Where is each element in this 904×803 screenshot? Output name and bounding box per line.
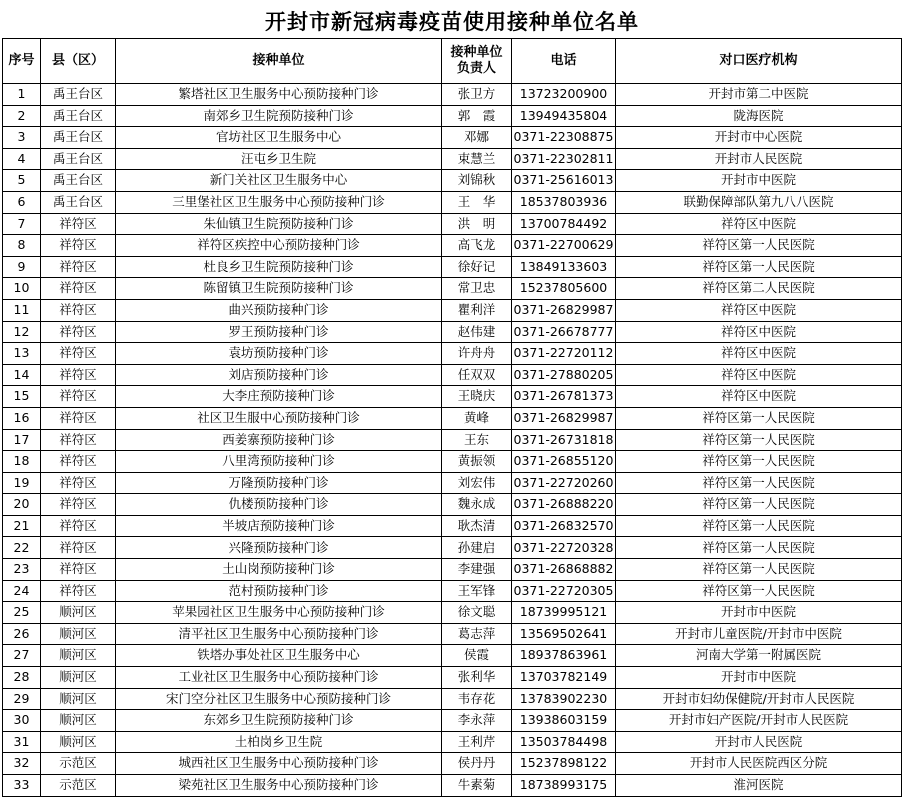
- cell-seq: 13: [3, 343, 41, 365]
- cell-phone: 0371-22308875: [512, 127, 616, 149]
- cell-county: 祥符区: [41, 494, 116, 516]
- cell-seq: 9: [3, 256, 41, 278]
- cell-seq: 29: [3, 688, 41, 710]
- cell-phone: 0371-26781373: [512, 386, 616, 408]
- table-row: [3, 429, 902, 451]
- cell-hospital: 祥符区第一人民医院: [616, 256, 902, 278]
- cell-phone: 13569502641: [512, 623, 616, 645]
- table-row: [3, 602, 902, 624]
- cell-seq: 31: [3, 731, 41, 753]
- table-row: [3, 407, 902, 429]
- table-row: [3, 299, 902, 321]
- header-county: 县（区）: [41, 39, 116, 84]
- cell-seq: 16: [3, 407, 41, 429]
- cell-phone: 13949435804: [512, 105, 616, 127]
- cell-hospital: 开封市人民医院: [616, 148, 902, 170]
- cell-leader: 侯霞: [442, 645, 512, 667]
- cell-county: 祥符区: [41, 472, 116, 494]
- cell-hospital: 祥符区第一人民医院: [616, 407, 902, 429]
- cell-county: 祥符区: [41, 256, 116, 278]
- cell-leader: 徐文聪: [442, 602, 512, 624]
- cell-unit: 清平社区卫生服务中心预防接种门诊: [116, 623, 442, 645]
- cell-leader: 洪 明: [442, 213, 512, 235]
- cell-unit: 祥符区疾控中心预防接种门诊: [116, 235, 442, 257]
- cell-leader: 李建强: [442, 559, 512, 581]
- cell-unit: 繁塔社区卫生服务中心预防接种门诊: [116, 84, 442, 106]
- table-row: [3, 213, 902, 235]
- cell-hospital: 祥符区第一人民医院: [616, 580, 902, 602]
- cell-seq: 23: [3, 559, 41, 581]
- cell-unit: 工业社区卫生服务中心预防接种门诊: [116, 667, 442, 689]
- cell-hospital: 祥符区第一人民医院: [616, 235, 902, 257]
- cell-county: 顺河区: [41, 602, 116, 624]
- cell-hospital: 祥符区第一人民医院: [616, 537, 902, 559]
- cell-seq: 32: [3, 753, 41, 775]
- cell-hospital: 淮河医院: [616, 775, 902, 797]
- table-row: [3, 710, 902, 732]
- cell-phone: 13703782149: [512, 667, 616, 689]
- table-row: [3, 235, 902, 257]
- cell-county: 祥符区: [41, 213, 116, 235]
- cell-phone: 0371-22720328: [512, 537, 616, 559]
- cell-hospital: 开封市人民医院西区分院: [616, 753, 902, 775]
- cell-phone: 0371-26731818: [512, 429, 616, 451]
- cell-leader: 侯丹丹: [442, 753, 512, 775]
- cell-phone: 0371-26829987: [512, 299, 616, 321]
- cell-leader: 黄振领: [442, 451, 512, 473]
- header-leader-line1: 接种单位: [450, 45, 503, 60]
- cell-unit: 新门关社区卫生服务中心: [116, 170, 442, 192]
- cell-leader: 王军锋: [442, 580, 512, 602]
- header-seq: 序号: [3, 39, 41, 84]
- cell-phone: 0371-26829987: [512, 407, 616, 429]
- cell-seq: 20: [3, 494, 41, 516]
- cell-county: 示范区: [41, 775, 116, 797]
- cell-seq: 22: [3, 537, 41, 559]
- cell-seq: 8: [3, 235, 41, 257]
- cell-seq: 33: [3, 775, 41, 797]
- cell-unit: 朱仙镇卫生院预防接种门诊: [116, 213, 442, 235]
- cell-county: 禹王台区: [41, 148, 116, 170]
- cell-hospital: 祥符区第一人民医院: [616, 494, 902, 516]
- cell-seq: 1: [3, 84, 41, 106]
- cell-leader: 王利芹: [442, 731, 512, 753]
- cell-county: 禹王台区: [41, 191, 116, 213]
- cell-county: 祥符区: [41, 580, 116, 602]
- cell-unit: 西姜寨预防接种门诊: [116, 429, 442, 451]
- cell-county: 禹王台区: [41, 170, 116, 192]
- cell-seq: 12: [3, 321, 41, 343]
- cell-hospital: 开封市儿童医院/开封市中医院: [616, 623, 902, 645]
- header-leader: [442, 39, 512, 84]
- cell-leader: 赵伟建: [442, 321, 512, 343]
- cell-hospital: 联勤保障部队第九八八医院: [616, 191, 902, 213]
- cell-phone: 15237805600: [512, 278, 616, 300]
- table-row: [3, 343, 902, 365]
- cell-leader: 牛素菊: [442, 775, 512, 797]
- table-header-row: [3, 39, 902, 84]
- cell-county: 禹王台区: [41, 127, 116, 149]
- table-row: [3, 472, 902, 494]
- table-row: [3, 580, 902, 602]
- table-row: [3, 256, 902, 278]
- header-hospital: 对口医疗机构: [616, 39, 902, 84]
- cell-county: 祥符区: [41, 429, 116, 451]
- cell-leader: 许舟舟: [442, 343, 512, 365]
- cell-seq: 3: [3, 127, 41, 149]
- cell-unit: 半坡店预防接种门诊: [116, 515, 442, 537]
- cell-unit: 仇楼预防接种门诊: [116, 494, 442, 516]
- cell-leader: 瞿利洋: [442, 299, 512, 321]
- cell-hospital: 开封市中医院: [616, 667, 902, 689]
- cell-seq: 27: [3, 645, 41, 667]
- cell-hospital: 祥符区第一人民医院: [616, 559, 902, 581]
- table-row: [3, 515, 902, 537]
- cell-county: 祥符区: [41, 299, 116, 321]
- cell-hospital: 开封市中心医院: [616, 127, 902, 149]
- cell-leader: 张利华: [442, 667, 512, 689]
- table-row: [3, 127, 902, 149]
- cell-unit: 苹果园社区卫生服务中心预防接种门诊: [116, 602, 442, 624]
- cell-leader: 徐好记: [442, 256, 512, 278]
- cell-seq: 15: [3, 386, 41, 408]
- cell-seq: 4: [3, 148, 41, 170]
- table-row: [3, 753, 902, 775]
- cell-leader: 耿杰清: [442, 515, 512, 537]
- header-leader-line2: 负责人: [456, 61, 496, 76]
- cell-unit: 范村预防接种门诊: [116, 580, 442, 602]
- cell-unit: 梁苑社区卫生服务中心预防接种门诊: [116, 775, 442, 797]
- cell-seq: 28: [3, 667, 41, 689]
- header-phone: 电话: [512, 39, 616, 84]
- cell-leader: 高飞龙: [442, 235, 512, 257]
- cell-leader: 邓娜: [442, 127, 512, 149]
- cell-seq: 21: [3, 515, 41, 537]
- cell-hospital: 祥符区第一人民医院: [616, 429, 902, 451]
- cell-leader: 黄峰: [442, 407, 512, 429]
- cell-phone: 0371-22720260: [512, 472, 616, 494]
- cell-phone: 13849133603: [512, 256, 616, 278]
- table-row: [3, 364, 902, 386]
- cell-phone: 0371-22700629: [512, 235, 616, 257]
- cell-seq: 18: [3, 451, 41, 473]
- cell-unit: 陈留镇卫生院预防接种门诊: [116, 278, 442, 300]
- document-title: 开封市新冠病毒疫苗使用接种单位名单: [265, 9, 639, 34]
- cell-phone: 0371-26868882: [512, 559, 616, 581]
- table-row: [3, 451, 902, 473]
- cell-unit: 宋门空分社区卫生服务中心预防接种门诊: [116, 688, 442, 710]
- table-row: [3, 386, 902, 408]
- cell-county: 禹王台区: [41, 84, 116, 106]
- cell-seq: 5: [3, 170, 41, 192]
- table-row: [3, 321, 902, 343]
- cell-hospital: 开封市人民医院: [616, 731, 902, 753]
- cell-unit: 铁塔办事处社区卫生服务中心: [116, 645, 442, 667]
- cell-seq: 17: [3, 429, 41, 451]
- cell-phone: 18739995121: [512, 602, 616, 624]
- table-row: [3, 494, 902, 516]
- cell-unit: 万隆预防接种门诊: [116, 472, 442, 494]
- cell-phone: 0371-26832570: [512, 515, 616, 537]
- cell-county: 祥符区: [41, 559, 116, 581]
- cell-leader: 王 华: [442, 191, 512, 213]
- cell-unit: 土山岗预防接种门诊: [116, 559, 442, 581]
- cell-county: 顺河区: [41, 688, 116, 710]
- cell-leader: 任双双: [442, 364, 512, 386]
- cell-seq: 11: [3, 299, 41, 321]
- cell-hospital: 陇海医院: [616, 105, 902, 127]
- cell-leader: 孙建启: [442, 537, 512, 559]
- cell-county: 顺河区: [41, 731, 116, 753]
- cell-hospital: 祥符区中医院: [616, 386, 902, 408]
- cell-seq: 26: [3, 623, 41, 645]
- header-unit: 接种单位: [116, 39, 442, 84]
- cell-unit: 杜良乡卫生院预防接种门诊: [116, 256, 442, 278]
- cell-hospital: 开封市妇幼保健院/开封市人民医院: [616, 688, 902, 710]
- cell-leader: 李永萍: [442, 710, 512, 732]
- table-row: [3, 559, 902, 581]
- table-row: [3, 623, 902, 645]
- cell-phone: 13783902230: [512, 688, 616, 710]
- cell-phone: 13503784498: [512, 731, 616, 753]
- cell-phone: 18738993175: [512, 775, 616, 797]
- cell-leader: 王东: [442, 429, 512, 451]
- cell-unit: 东郊乡卫生院预防接种门诊: [116, 710, 442, 732]
- cell-county: 顺河区: [41, 645, 116, 667]
- cell-county: 顺河区: [41, 623, 116, 645]
- cell-hospital: 祥符区第二人民医院: [616, 278, 902, 300]
- cell-county: 祥符区: [41, 451, 116, 473]
- cell-hospital: 开封市中医院: [616, 602, 902, 624]
- cell-hospital: 祥符区中医院: [616, 299, 902, 321]
- cell-hospital: 祥符区中医院: [616, 343, 902, 365]
- cell-hospital: 祥符区中医院: [616, 213, 902, 235]
- table-row: [3, 170, 902, 192]
- table-row: [3, 667, 902, 689]
- cell-seq: 24: [3, 580, 41, 602]
- cell-phone: 0371-25616013: [512, 170, 616, 192]
- cell-phone: 0371-26678777: [512, 321, 616, 343]
- cell-hospital: 开封市妇产医院/开封市人民医院: [616, 710, 902, 732]
- cell-leader: 郭 霞: [442, 105, 512, 127]
- cell-phone: 13938603159: [512, 710, 616, 732]
- cell-phone: 0371-27880205: [512, 364, 616, 386]
- cell-unit: 汪屯乡卫生院: [116, 148, 442, 170]
- vaccination-units-table: [2, 38, 902, 797]
- cell-unit: 城西社区卫生服务中心预防接种门诊: [116, 753, 442, 775]
- table-row: [3, 278, 902, 300]
- cell-county: 祥符区: [41, 537, 116, 559]
- cell-phone: 13700784492: [512, 213, 616, 235]
- cell-seq: 6: [3, 191, 41, 213]
- cell-county: 祥符区: [41, 515, 116, 537]
- cell-leader: 王晓庆: [442, 386, 512, 408]
- cell-county: 顺河区: [41, 710, 116, 732]
- cell-unit: 刘店预防接种门诊: [116, 364, 442, 386]
- cell-phone: 0371-22720305: [512, 580, 616, 602]
- cell-hospital: 祥符区第一人民医院: [616, 451, 902, 473]
- cell-unit: 袁坊预防接种门诊: [116, 343, 442, 365]
- cell-seq: 30: [3, 710, 41, 732]
- cell-phone: 0371-26888220: [512, 494, 616, 516]
- cell-unit: 兴隆预防接种门诊: [116, 537, 442, 559]
- table-row: [3, 84, 902, 106]
- cell-unit: 八里湾预防接种门诊: [116, 451, 442, 473]
- cell-leader: 葛志萍: [442, 623, 512, 645]
- cell-unit: 官坊社区卫生服务中心: [116, 127, 442, 149]
- cell-leader: 张卫方: [442, 84, 512, 106]
- cell-unit: 土柏岗乡卫生院: [116, 731, 442, 753]
- cell-seq: 7: [3, 213, 41, 235]
- cell-seq: 14: [3, 364, 41, 386]
- table-row: [3, 688, 902, 710]
- cell-leader: 常卫忠: [442, 278, 512, 300]
- cell-county: 示范区: [41, 753, 116, 775]
- cell-seq: 19: [3, 472, 41, 494]
- cell-county: 祥符区: [41, 278, 116, 300]
- cell-county: 禹王台区: [41, 105, 116, 127]
- cell-hospital: 祥符区中医院: [616, 364, 902, 386]
- cell-hospital: 祥符区第一人民医院: [616, 472, 902, 494]
- cell-phone: 13723200900: [512, 84, 616, 106]
- cell-phone: 15237898122: [512, 753, 616, 775]
- cell-phone: 0371-26855120: [512, 451, 616, 473]
- table-row: [3, 731, 902, 753]
- cell-leader: 魏永成: [442, 494, 512, 516]
- cell-county: 顺河区: [41, 667, 116, 689]
- table-row: [3, 645, 902, 667]
- cell-leader: 束慧兰: [442, 148, 512, 170]
- cell-unit: 罗王预防接种门诊: [116, 321, 442, 343]
- table-row: [3, 105, 902, 127]
- cell-hospital: 祥符区第一人民医院: [616, 515, 902, 537]
- cell-unit: 曲兴预防接种门诊: [116, 299, 442, 321]
- cell-county: 祥符区: [41, 407, 116, 429]
- table-row: [3, 775, 902, 797]
- cell-unit: 南郊乡卫生院预防接种门诊: [116, 105, 442, 127]
- cell-leader: 韦存花: [442, 688, 512, 710]
- cell-hospital: 祥符区中医院: [616, 321, 902, 343]
- cell-leader: 刘宏伟: [442, 472, 512, 494]
- cell-unit: 三里堡社区卫生服务中心预防接种门诊: [116, 191, 442, 213]
- cell-phone: 18537803936: [512, 191, 616, 213]
- table-row: [3, 191, 902, 213]
- cell-county: 祥符区: [41, 235, 116, 257]
- cell-unit: 社区卫生服中心预防接种门诊: [116, 407, 442, 429]
- cell-leader: 刘锦秋: [442, 170, 512, 192]
- cell-county: 祥符区: [41, 364, 116, 386]
- cell-seq: 25: [3, 602, 41, 624]
- cell-hospital: 开封市中医院: [616, 170, 902, 192]
- cell-county: 祥符区: [41, 321, 116, 343]
- cell-phone: 18937863961: [512, 645, 616, 667]
- table-row: [3, 148, 902, 170]
- cell-county: 祥符区: [41, 386, 116, 408]
- cell-hospital: 河南大学第一附属医院: [616, 645, 902, 667]
- table-row: [3, 537, 902, 559]
- cell-county: 祥符区: [41, 343, 116, 365]
- table-body: [3, 84, 902, 797]
- cell-seq: 2: [3, 105, 41, 127]
- cell-hospital: 开封市第二中医院: [616, 84, 902, 106]
- cell-phone: 0371-22720112: [512, 343, 616, 365]
- cell-seq: 10: [3, 278, 41, 300]
- cell-phone: 0371-22302811: [512, 148, 616, 170]
- cell-unit: 大李庄预防接种门诊: [116, 386, 442, 408]
